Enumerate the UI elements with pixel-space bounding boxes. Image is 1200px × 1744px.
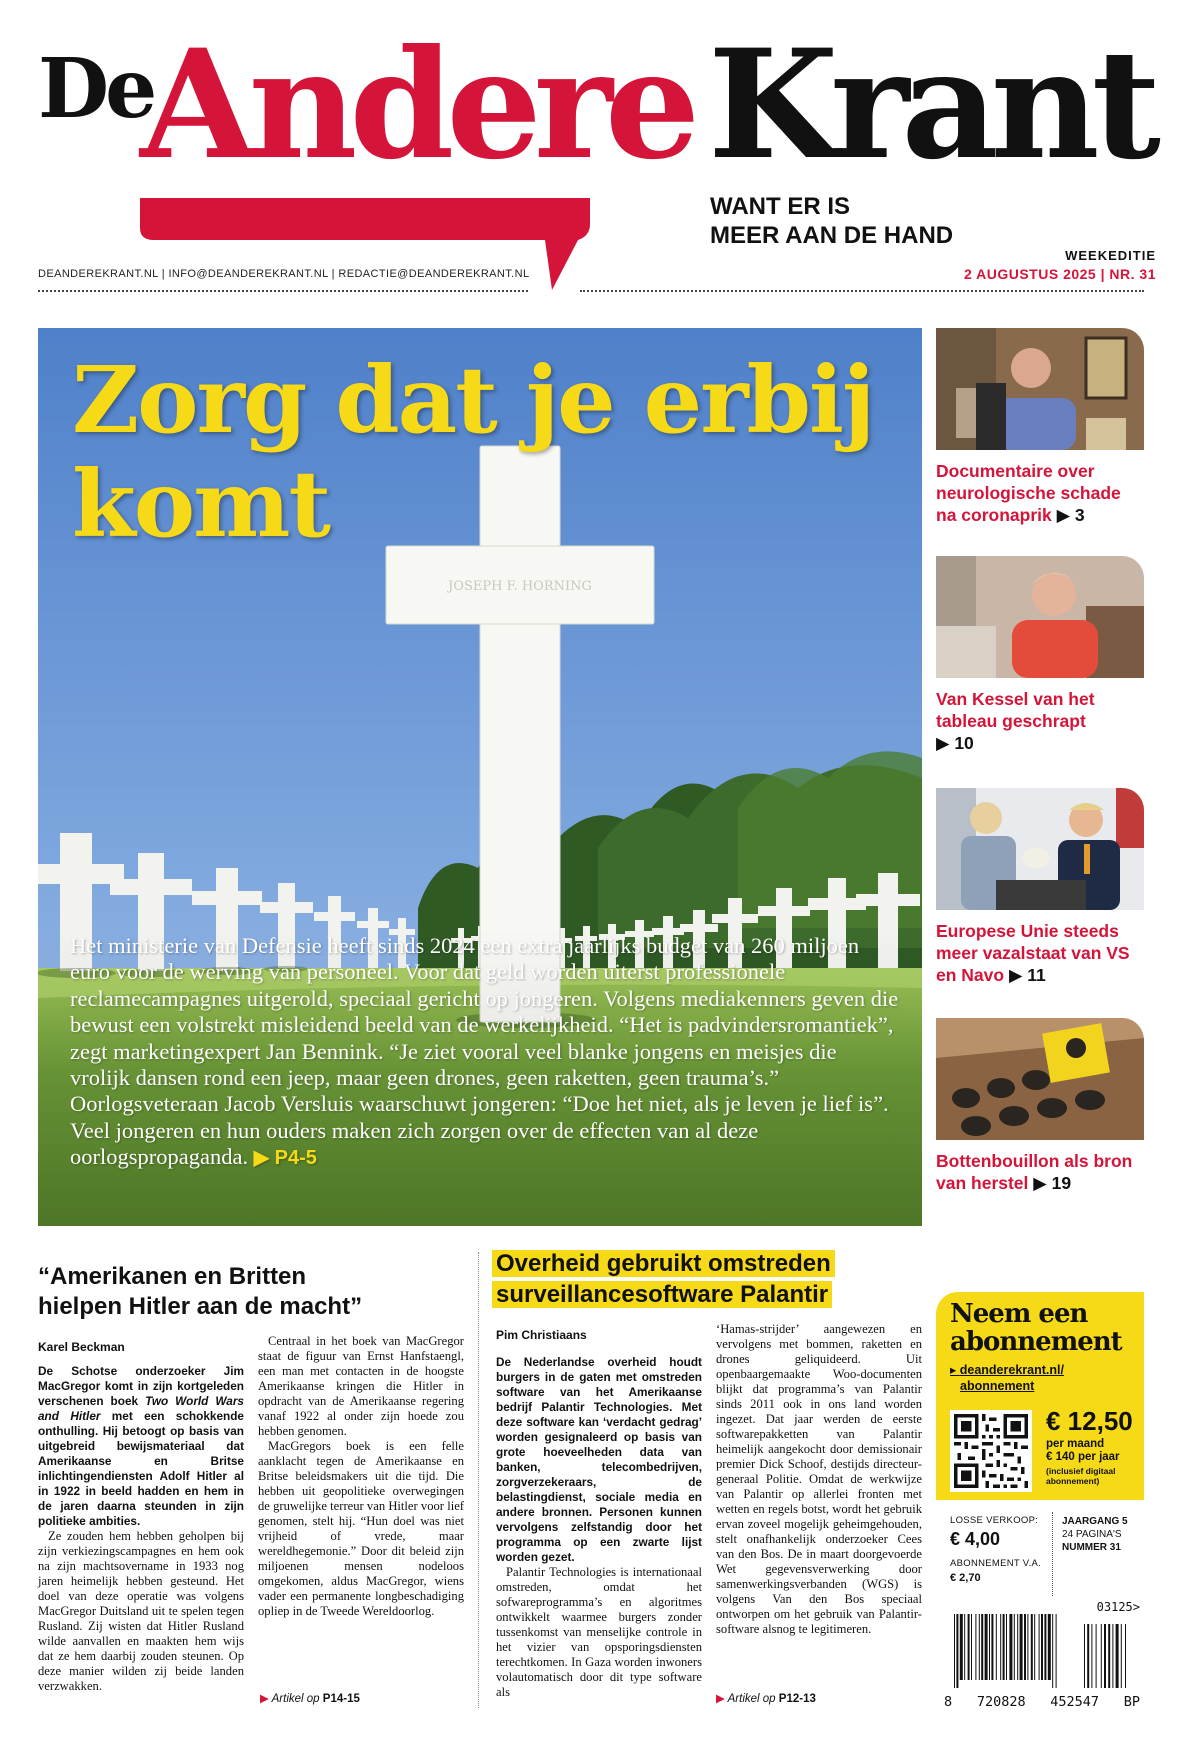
cross-inscription: JOSEPH F. HORNING <box>448 579 592 594</box>
edition-date: 2 AUGUSTUS 2025 | NR. 31 <box>963 266 1156 282</box>
hero-headline: Zorg dat je erbij komt <box>72 346 874 558</box>
masthead <box>0 0 1200 300</box>
article1-page-ref[interactable] <box>260 1691 360 1705</box>
teaser-headline <box>936 920 1144 986</box>
arrow-icon: ▸ <box>950 1363 960 1377</box>
teaser-title: Europese Unie steeds meer vazalstaat van VS en Navo <box>936 921 1130 985</box>
barcode-icon <box>944 1606 1140 1698</box>
single-sale-label: LOSSE VERKOOP: <box>950 1515 1039 1526</box>
subscribe-link[interactable] <box>950 1362 1064 1394</box>
teaser-headline <box>936 1150 1144 1194</box>
arrow-icon: ▶ <box>716 1693 725 1705</box>
barcode-digits-right: 452547 <box>1050 1694 1100 1710</box>
ref-page: P12-13 <box>778 1693 816 1705</box>
article1-headline-line-1: “Amerikanen en Britten <box>38 1263 307 1290</box>
subscribe-title-line-2: abonnement <box>950 1327 1122 1357</box>
price-per-year: € 140 per jaar <box>1046 1451 1120 1463</box>
barcode <box>944 1600 1140 1710</box>
teaser-page-ref[interactable]: ▶ 10 <box>936 733 974 753</box>
article2-headline-line-2 <box>492 1279 932 1310</box>
teaser-page-ref[interactable]: ▶ 11 <box>1008 965 1046 985</box>
teaser-page-ref[interactable]: ▶ 19 <box>1033 1173 1072 1193</box>
ref-label: Artikel op <box>727 1693 776 1705</box>
page-count: 24 PAGINA'S <box>1062 1529 1122 1540</box>
divider-right <box>580 290 1144 292</box>
info-divider <box>1052 1512 1053 1596</box>
article1-paragraph: Ze zouden hem hebben geholpen bij zijn verkiezingscampagnes en hem ook na zijn machtsovername in 1933 nog jaren heimelijk hebben gesteund. Het doel van deze operatie was volgens MacGregor Duitsland uit te spelen tegen Rusland. Zij wisten dat Hitler Rusland wilde aanvallen en maakten hem wijs dat ze hem daarbij zouden steunen. Op deze manier wilden zij beide landen verzwakken. <box>38 1529 244 1693</box>
teaser-photo-man-wheelchair <box>936 328 1144 450</box>
price-period <box>1046 1438 1120 1464</box>
edition-label: WEEKEDITIE <box>1065 248 1156 263</box>
teaser-photo-handshake <box>936 788 1144 910</box>
article1-column-1 <box>38 1364 244 1694</box>
subscribe-link-line-2: abonnement <box>960 1379 1035 1393</box>
tagline-line-2: MEER AAN DE HAND <box>710 222 954 249</box>
teaser-photo-broth-jars <box>936 1018 1144 1140</box>
divider-left <box>38 290 528 292</box>
teaser-page-ref[interactable]: ▶ 3 <box>1056 505 1085 525</box>
subscription-from-label: ABONNEMENT V.A. <box>950 1558 1042 1569</box>
contact-line[interactable]: DEANDEREKRANT.NL | INFO@DEANDEREKRANT.NL | REDACTIE@DEANDEREKRANT.NL <box>38 268 530 280</box>
teaser-bone-broth[interactable] <box>936 1018 1144 1194</box>
hero-page-ref[interactable]: ▶ P4-5 <box>253 1147 317 1170</box>
subscribe-link-line-1: deanderekrant.nl/ <box>959 1363 1064 1377</box>
teaser-title: Documentaire over neurologische schade na coronaprik <box>936 461 1121 525</box>
hero-body-text: Het ministerie van Defensie heeft sinds 2024 een extra jaarlijks budget van 260 miljoen euro voor de werving van personeel. Voor dat geld worden uiterst professionele reclamecampagnes uitgerold, speciaal gericht op jongeren. Volgens mediakenners geven die bewust een volstrekt misleidend beeld van de werkelijkheid. “Het is padvindersromantiek”, zegt marketingexpert Jan Bennink. “Je ziet vooral veel blanke jongens en meisjes die vrolijk dansen rond een jeep, maar geen drones, geen raketten, geen trauma’s.” Oorlogsveteraan Jacob Versluis waarschuwt jongeren: “Doe het niet, als je leven je lief is”. Veel jongeren en hun ouders maken zich zorgen over de effecten van al deze oorlogspropaganda. <box>70 933 899 1170</box>
teaser-headline <box>936 688 1144 754</box>
lead-text: met een schokkende onthulling. Hij betoogt op basis van uitgebreid bewijsmateriaal dat Amerikaanse en Britse inlichtingendiensten Adolf Hitler al in 1922 in beeld hadden en hem in de jaren daarna steunden in zijn politieke ambities. <box>38 1409 244 1528</box>
tagline-line-1: WANT ER IS <box>710 193 851 220</box>
article2-paragraph: ‘Hamas-strijder’ aangewezen en vervolgens met bommen, raketten en drones geliquideerd. Uit openbaargemaakte Woo-documenten blijkt dat programma’s van Palantir sinds 2011 ook in ons land worden ingezet. Dat jaar werden de eerste softwarepakketten van Palantir heimelijk aangekocht door demissionair premier Dick Schoof, destijds directeur-generaal Politie. Omdat de werkwijze van Palantir op allerlei fronten met wetten en regels botst, wordt het gebruik ervan zoveel mogelijk geheimgehouden, stelt onafhankelijk onderzoeker Cees van den Bos. De in maart doorgevoerde Wet gegevensverwerking door samenwerkingsverbanden (WGS) is volgens Van den Bos speciaal ontworpen om het gebruik van Palantir-software alsnog te legitimeren. <box>716 1322 922 1636</box>
article1-headline-line-2: hielpen Hitler aan de macht” <box>38 1293 363 1320</box>
qr-code-icon[interactable] <box>950 1410 1032 1492</box>
barcode-addon-number: 03125> <box>1096 1600 1140 1614</box>
column-divider <box>478 1252 479 1708</box>
subscription-price: € 12,50 <box>1046 1406 1133 1436</box>
subscribe-box[interactable] <box>936 1292 1144 1500</box>
subscribe-title <box>950 1300 1122 1356</box>
tagline <box>710 192 953 250</box>
article2-byline: Pim Christiaans <box>496 1328 587 1342</box>
barcode-digits <box>944 1694 1140 1710</box>
article1-column-2 <box>258 1334 464 1619</box>
headline-highlight: Overheid gebruikt omstreden <box>492 1250 835 1277</box>
teaser-eu-vassal[interactable] <box>936 788 1144 986</box>
subscription-from-price: € 2,70 <box>950 1572 981 1584</box>
hero-body <box>70 933 900 1172</box>
article1-paragraph: Centraal in het boek van MacGregor staat de figuur van Ernst Hanfstaengl, een man met contacten in de hoogste Amerikaanse kringen die Hitler in opdracht van de Amerikaanse regering vanaf 1922 al onder zijn hoede zou hebben genomen. <box>258 1334 464 1438</box>
barcode-suffix: BP <box>1123 1694 1140 1710</box>
logo-andere: Andere <box>140 17 693 193</box>
hero-article[interactable] <box>38 328 922 1226</box>
article1-lead <box>38 1364 244 1529</box>
single-sale-price: € 4,00 <box>950 1529 1001 1549</box>
article2-lead: De Nederlandse overheid houdt burgers in de gaten met omstreden software van het Amerikaanse bedrijf Palantir Technologies. Met deze software kan ‘verdacht gedrag’ worden gesignaleerd op basis van grote hoeveelheden data van banken, telecombedrijven, zorgverzekeraars, de belastingdienst, sociale media en andere bronnen. Personen kunnen vervolgens zelfstandig door het programma op een zwarte lijst worden gezet. <box>496 1355 702 1564</box>
headline-highlight: surveillancesoftware Palantir <box>492 1281 832 1308</box>
logo-de: De <box>38 41 154 137</box>
article2-paragraph: Palantir Technologies is internationaal omstreden, omdat het sofwareprogramma’s en algoritmes ontwikkelt waarmee burgers zonder tussenkomst van menselijke controle in het vizier van opsporingsdiensten terechtkomen. In Gaza worden inwoners volautomatisch door dit type software als <box>496 1565 702 1699</box>
logo-krant: Krant <box>708 17 1153 193</box>
article2-column-1 <box>496 1355 702 1700</box>
barcode-digits-left: 720828 <box>976 1694 1026 1710</box>
ref-label: Artikel op <box>271 1693 320 1705</box>
teaser-documentary[interactable] <box>936 328 1144 526</box>
book-title: Two World Wars and Hitler <box>38 1394 244 1423</box>
lead-text: De Schotse onderzoeker Jim MacGregor komt in zijn kortgeleden verschenen boek <box>38 1364 244 1408</box>
teaser-headline <box>936 460 1144 526</box>
article2-headline[interactable] <box>492 1248 932 1310</box>
article2-headline-line-1 <box>492 1248 932 1279</box>
article1-paragraph: MacGregors boek is een felle aanklacht tegen de Amerikaanse en Britse beleidsmakers uit die tijd. Die hebben uit geopolitieke overwegingen de gruwelijke terreur van Hitler voor lief genomen, stelt hij. “Hun doel was niet vrijheid of vrede, maar wereldhegemonie.” Door dit beleid zijn miljoenen mensen nodeloos omgekomen, aldus MacGregor, wiens vader een permanente longbeschadiging opliep in de Tweede Wereldoorlog. <box>258 1439 464 1618</box>
article2-page-ref[interactable] <box>716 1691 816 1705</box>
subscribe-title-line-1: Neem een <box>950 1299 1088 1329</box>
teaser-photo-man-red-sweater <box>936 556 1144 678</box>
volume: JAARGANG 5 <box>1062 1516 1128 1527</box>
teaser-van-kessel[interactable] <box>936 556 1144 754</box>
price-note: (inclusief digitaal abonnement) <box>1046 1466 1116 1486</box>
barcode-digit-prefix: 8 <box>944 1694 953 1710</box>
sales-info <box>940 1512 1144 1596</box>
issue-number: NUMMER 31 <box>1062 1542 1121 1553</box>
ref-page: P14-15 <box>322 1693 360 1705</box>
article2-column-2 <box>716 1322 922 1637</box>
article1-byline: Karel Beckman <box>38 1340 125 1354</box>
price-per-month: per maand <box>1046 1438 1105 1450</box>
article1-headline[interactable] <box>38 1262 478 1322</box>
teaser-title: Bottenbouillon als bron van herstel <box>936 1151 1133 1193</box>
teaser-title: Van Kessel van het tableau geschrapt <box>936 689 1095 731</box>
arrow-icon: ▶ <box>260 1693 269 1705</box>
